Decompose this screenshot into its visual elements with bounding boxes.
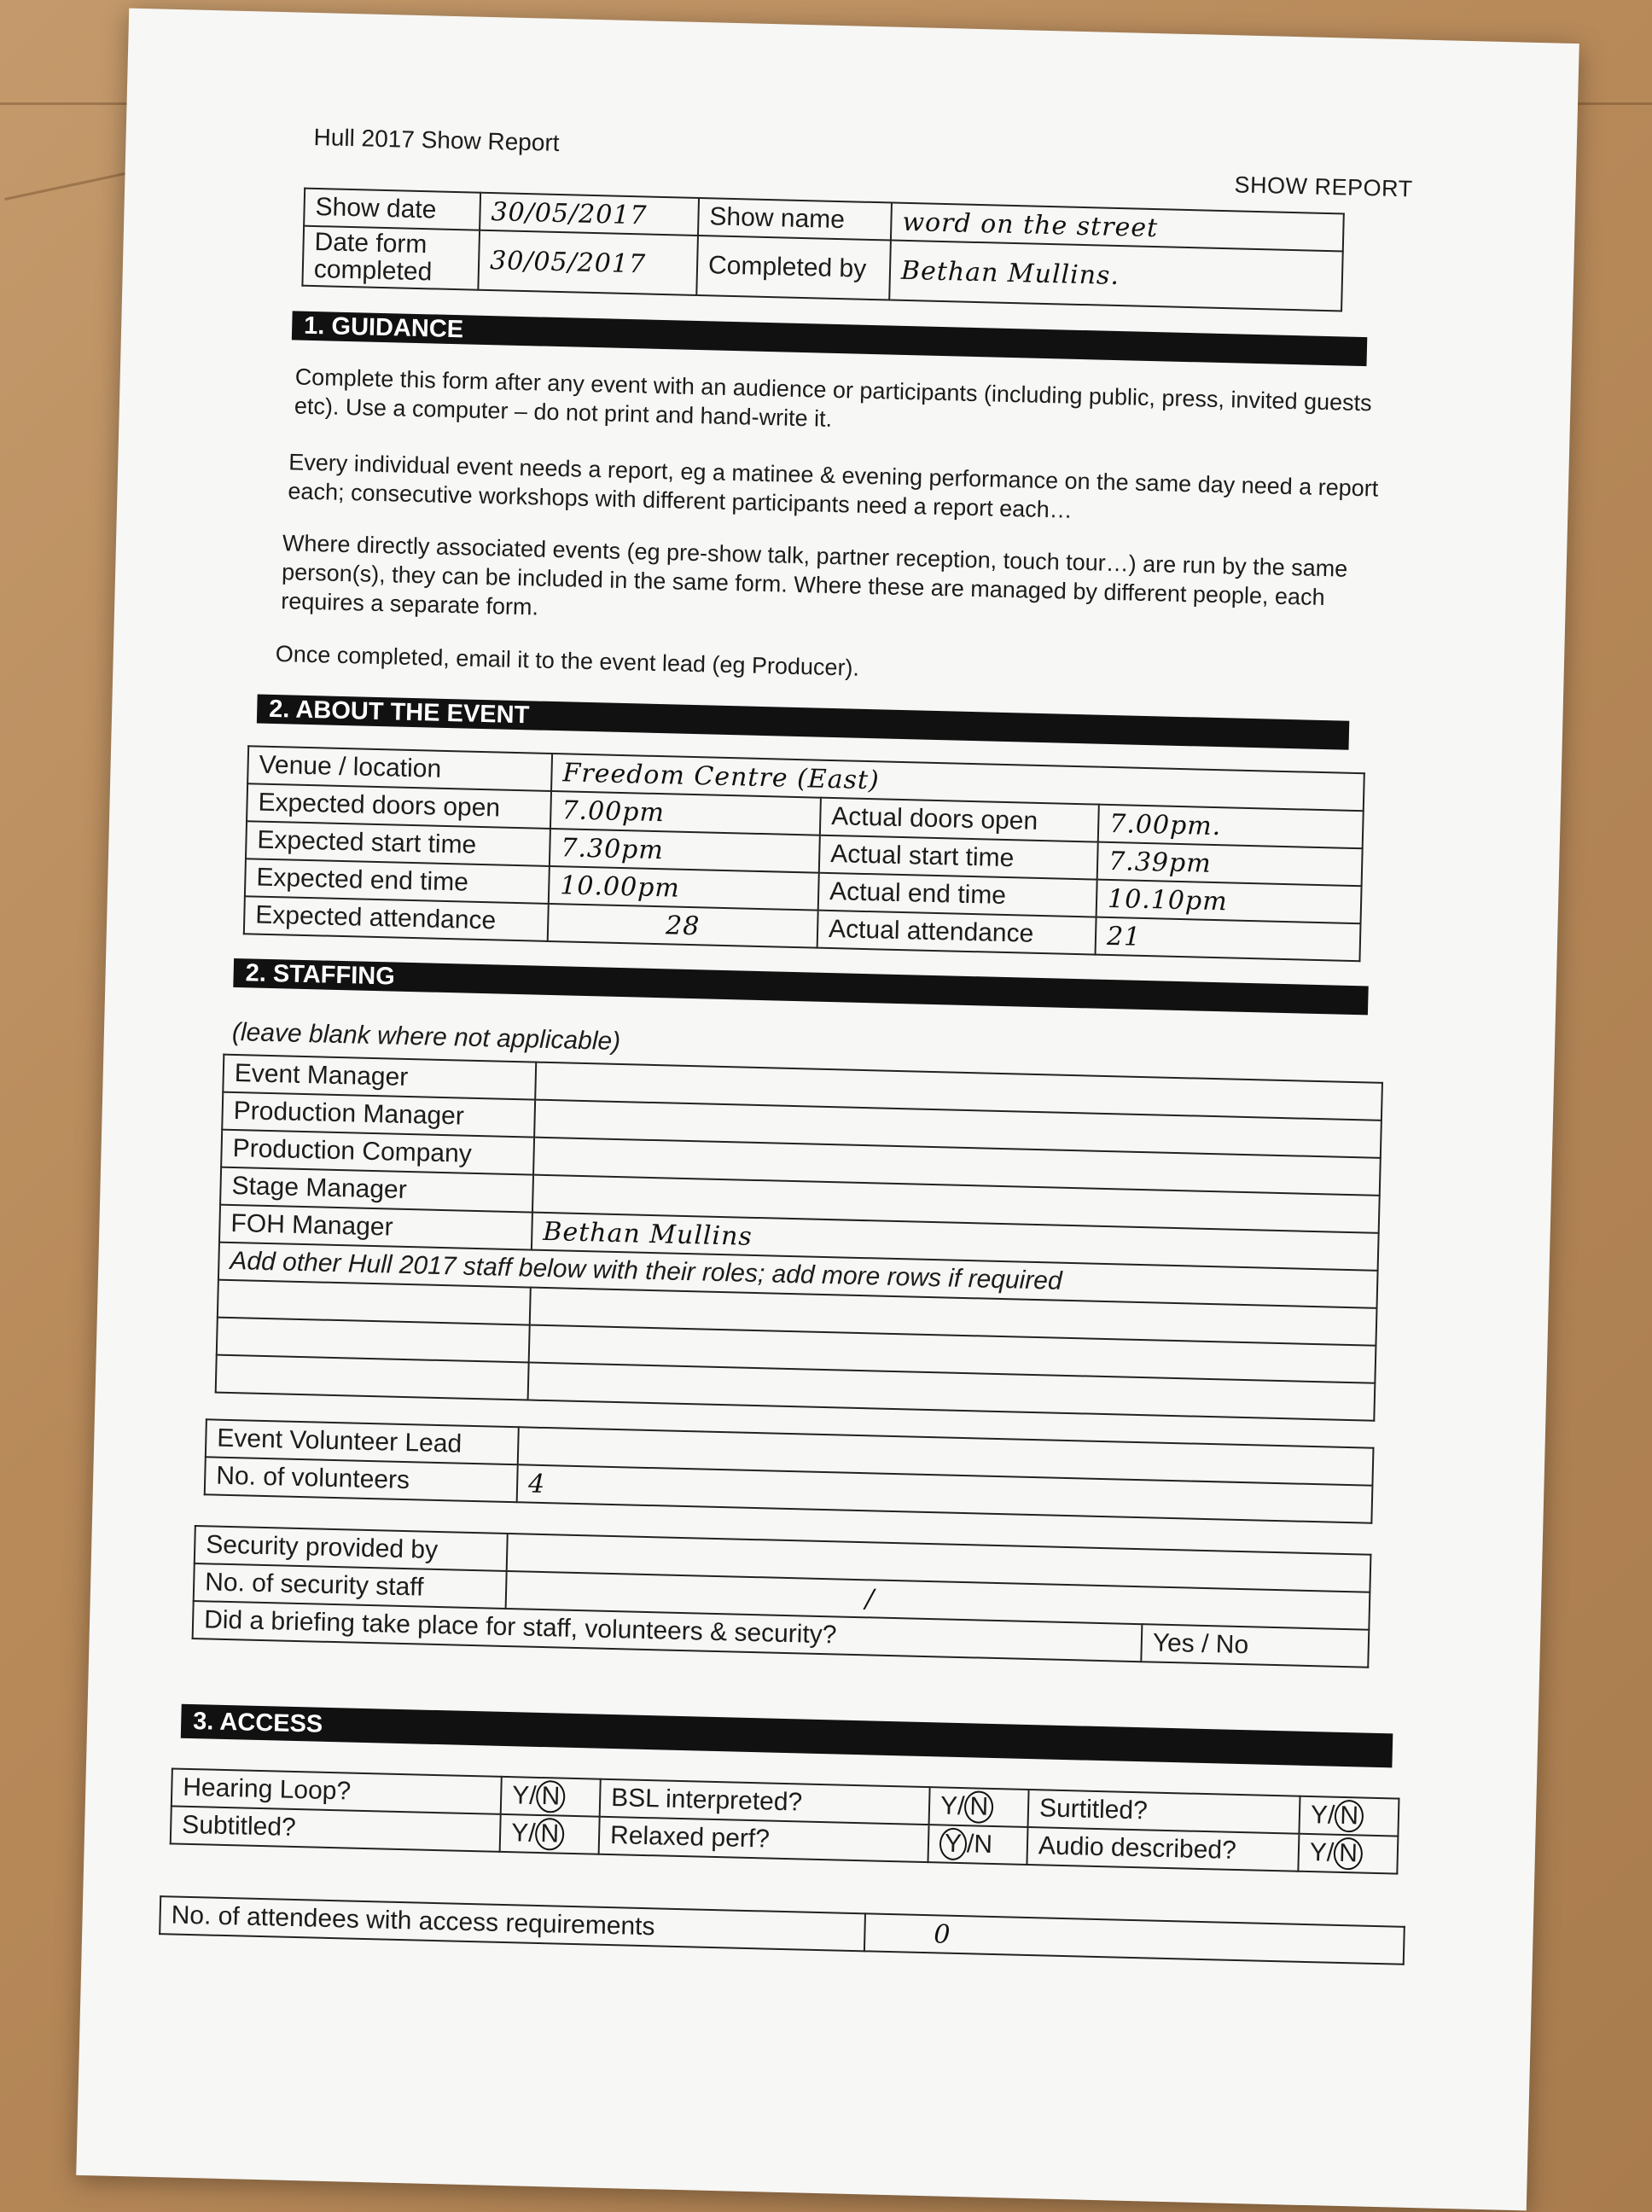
separator: / [966, 1830, 974, 1859]
separator: / [527, 1819, 536, 1848]
surtitled-answer[interactable] [1299, 1796, 1399, 1837]
actual-doors-label: Actual doors open [820, 798, 1099, 842]
report-header-label: SHOW REPORT [1234, 172, 1413, 202]
top-details-table [301, 188, 1344, 312]
stage-manager-label: Stage Manager [220, 1167, 533, 1213]
section-staffing-header: 2. STAFFING [233, 958, 1368, 1015]
relaxed-perf-answer[interactable] [928, 1825, 1027, 1865]
security-table [192, 1525, 1372, 1668]
access-table [170, 1767, 1400, 1874]
actual-start-value[interactable]: 7.39pm [1097, 842, 1363, 887]
relaxed-perf-label: Relaxed perf? [599, 1817, 929, 1862]
yes-option: Y [1309, 1838, 1328, 1867]
separator: / [528, 1781, 538, 1810]
briefing-answer[interactable]: Yes / No [1141, 1624, 1369, 1667]
add-staff-note: Add other Hull 2017 staff below with their roles; add more rows if required [218, 1243, 1378, 1308]
section-access-header: 3. ACCESS [181, 1704, 1393, 1768]
security-count-value[interactable]: / [506, 1571, 1370, 1630]
show-date-value[interactable]: 30/05/2017 [480, 193, 699, 236]
hearing-loop-answer[interactable] [501, 1777, 601, 1817]
separator: / [1326, 1838, 1335, 1867]
bsl-answer[interactable] [929, 1787, 1029, 1827]
separator: / [957, 1791, 965, 1821]
no-option-circled: N [1334, 1837, 1364, 1871]
expected-start-label: Expected start time [246, 821, 550, 866]
security-provider-label: Security provided by [195, 1526, 508, 1571]
yes-option: Y [1310, 1801, 1329, 1830]
expected-attendance-value[interactable]: 28 [548, 904, 818, 948]
actual-end-value[interactable]: 10.10pm [1096, 880, 1362, 924]
access-attendees-value[interactable]: 0 [864, 1913, 1405, 1964]
show-report-sheet [76, 9, 1579, 2211]
foh-manager-value[interactable]: Bethan Mullins [532, 1213, 1379, 1271]
expected-start-value[interactable]: 7.30pm [550, 829, 820, 873]
production-manager-label: Production Manager [222, 1092, 535, 1138]
production-company-label: Production Company [221, 1130, 534, 1175]
volunteers-count-label: No. of volunteers [205, 1457, 518, 1502]
yes-option: Y [939, 1791, 958, 1820]
foh-manager-label: FOH Manager [219, 1205, 532, 1250]
actual-doors-value[interactable]: 7.00pm. [1098, 805, 1364, 849]
access-attendees-table [159, 1895, 1405, 1965]
staffing-table [215, 1054, 1383, 1422]
completed-by-value[interactable]: Bethan Mullins. [889, 241, 1343, 311]
expected-end-label: Expected end time [245, 859, 550, 904]
access-attendees-label: No. of attendees with access requirements [160, 1896, 865, 1951]
actual-attendance-label: Actual attendance [817, 911, 1096, 955]
volunteers-table [204, 1418, 1375, 1523]
guidance-paragraph-1: Complete this form after any event with an audience or participants (including public, press, invited guests etc). Use a computer – do not print and hand-write it. [294, 364, 1372, 432]
volunteers-count-value[interactable]: 4 [517, 1464, 1373, 1522]
section-event-header: 2. ABOUT THE EVENT [257, 695, 1349, 750]
audio-described-label: Audio described? [1027, 1827, 1299, 1871]
expected-attendance-label: Expected attendance [244, 896, 549, 941]
hearing-loop-label: Hearing Loop? [172, 1768, 502, 1813]
yes-option-circled: Y [939, 1827, 968, 1860]
expected-doors-label: Expected doors open [247, 783, 551, 829]
show-name-value[interactable]: word on the street [891, 203, 1344, 252]
venue-value[interactable]: Freedom Centre (East) [551, 754, 1364, 811]
yes-option: Y [511, 1781, 530, 1810]
guidance-paragraph-3: Where directly associated events (eg pre-show talk, partner reception, touch tour…) are run by the same person(s), they can be included in the same form. Where these are managed by different people, each requires a separate form. [280, 530, 1348, 620]
surtitled-label: Surtitled? [1028, 1790, 1300, 1834]
briefing-question: Did a briefing take place for staff, volunteers & security? [193, 1601, 1143, 1662]
event-manager-label: Event Manager [223, 1055, 536, 1100]
no-option-circled: N [964, 1790, 994, 1824]
no-option: N [973, 1830, 993, 1859]
subtitled-label: Subtitled? [171, 1806, 501, 1851]
show-name-label: Show name [698, 198, 892, 241]
guidance-paragraph-2: Every individual event needs a report, eg a matinee & evening performance on the same day need a report each; consecutive workshops with different participants need a report each… [288, 449, 1379, 523]
report-header-title: Hull 2017 Show Report [313, 123, 560, 156]
audio-described-answer[interactable] [1298, 1834, 1398, 1874]
yes-option: Y [510, 1819, 529, 1848]
show-date-label: Show date [304, 189, 480, 230]
no-option-circled: N [535, 1818, 565, 1851]
completed-by-label: Completed by [696, 236, 891, 300]
subtitled-answer[interactable] [500, 1814, 600, 1854]
no-option-circled: N [1335, 1800, 1364, 1833]
actual-start-label: Actual start time [819, 835, 1098, 880]
venue-label: Venue / location [247, 746, 552, 791]
actual-end-label: Actual end time [818, 873, 1097, 917]
no-option-circled: N [536, 1780, 566, 1813]
guidance-paragraph-4: Once completed, email it to the event lead (eg Producer). [275, 641, 860, 681]
bsl-label: BSL interpreted? [600, 1779, 930, 1825]
separator: / [1327, 1801, 1335, 1830]
date-form-label: Date form completed [302, 226, 480, 290]
actual-attendance-value[interactable]: 21 [1096, 917, 1361, 962]
expected-end-value[interactable]: 10.00pm [549, 866, 819, 911]
staffing-note: (leave blank where not applicable) [231, 1017, 621, 1057]
date-form-value[interactable]: 30/05/2017 [478, 230, 698, 295]
expected-doors-value[interactable]: 7.00pm [550, 791, 821, 835]
volunteer-lead-label: Event Volunteer Lead [206, 1419, 519, 1464]
event-details-table [243, 745, 1365, 962]
section-guidance-header: 1. GUIDANCE [292, 311, 1367, 366]
security-count-label: No. of security staff [194, 1563, 507, 1609]
extra-staff-name-3[interactable] [216, 1355, 529, 1400]
